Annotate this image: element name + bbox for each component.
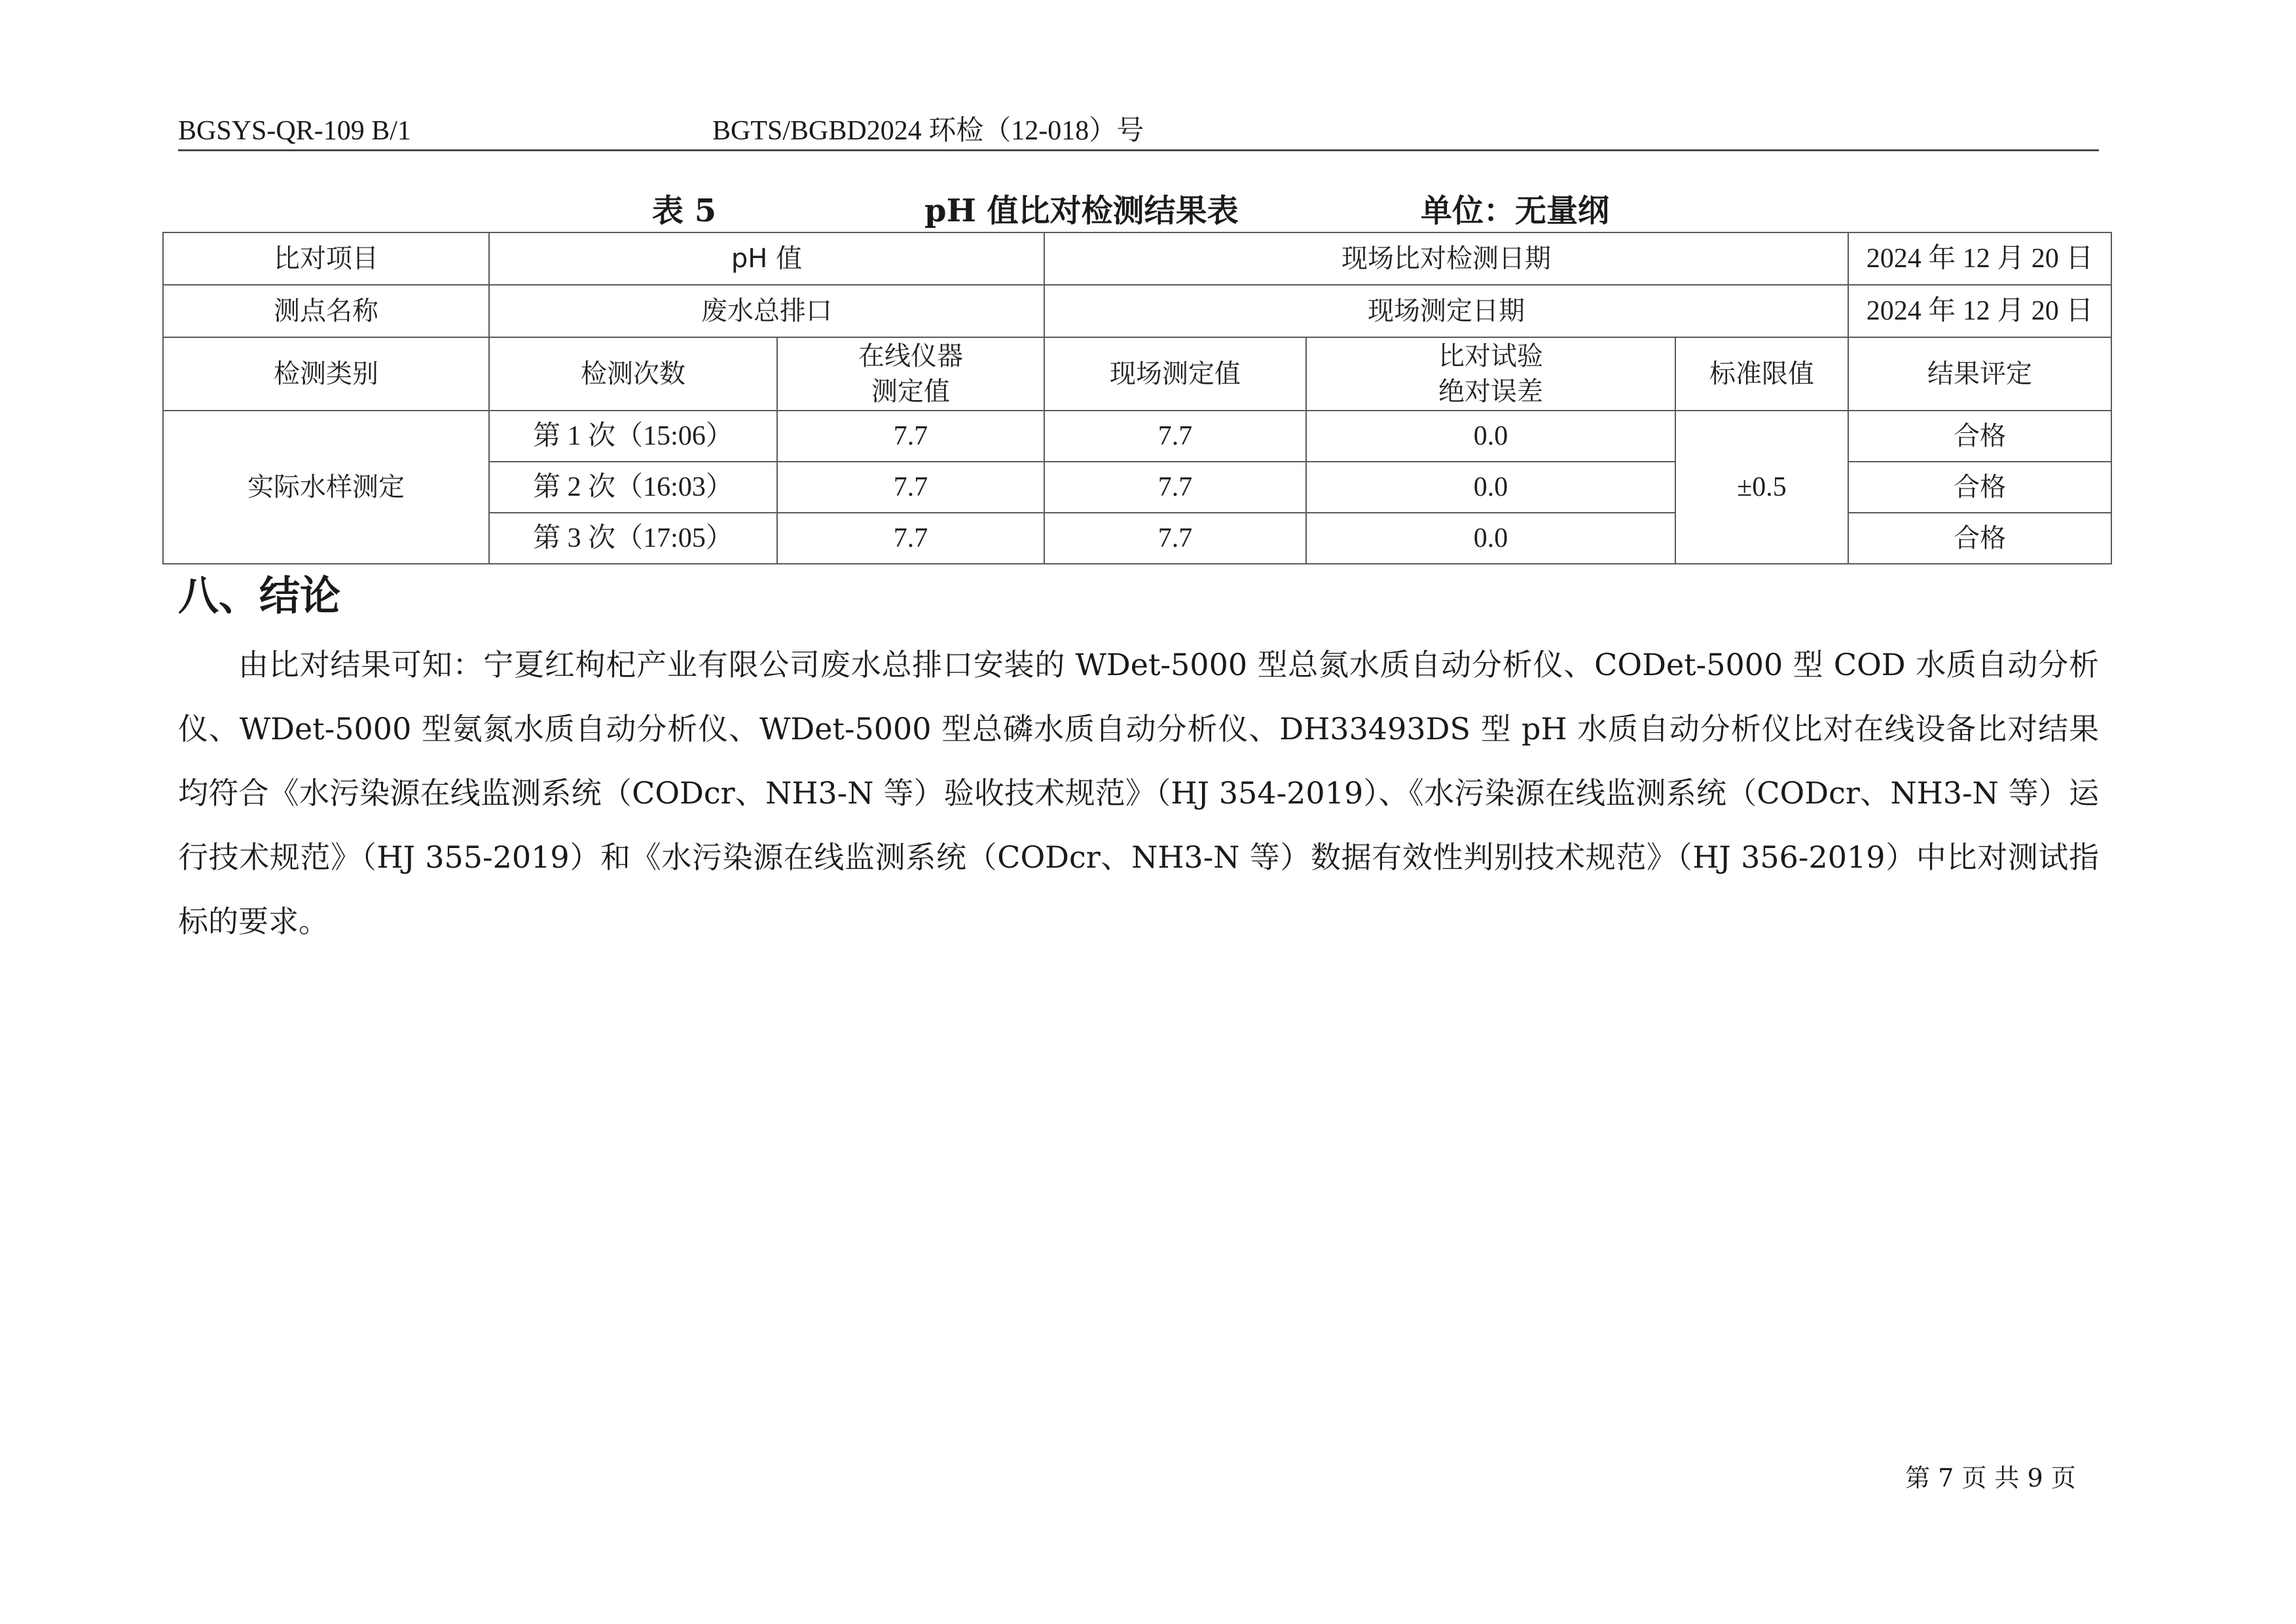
col-header-instrument-line2: 测定值 bbox=[871, 377, 950, 407]
table-header-row bbox=[163, 337, 2111, 411]
comparison-item-label: 比对项目 bbox=[163, 232, 489, 285]
site-date-value: 2024 年 12 月 20 日 bbox=[1848, 285, 2111, 337]
col-header-error bbox=[1306, 337, 1675, 411]
site-date-label: 现场测定日期 bbox=[1044, 285, 1848, 337]
col-header-field: 现场测定值 bbox=[1044, 337, 1306, 411]
table-row bbox=[163, 232, 2111, 285]
col-header-result: 结果评定 bbox=[1848, 337, 2111, 411]
table-number: 表 5 bbox=[652, 193, 717, 229]
field-value-cell: 7.7 bbox=[1044, 411, 1306, 462]
col-header-limit: 标准限值 bbox=[1675, 337, 1848, 411]
instrument-value-cell: 7.7 bbox=[777, 411, 1044, 462]
result-cell: 合格 bbox=[1848, 411, 2111, 462]
comparison-date-label: 现场比对检测日期 bbox=[1044, 232, 1848, 285]
page-number: 第 7 页 共 9 页 bbox=[1905, 1464, 2076, 1492]
section-heading: 八、结论 bbox=[178, 572, 341, 619]
field-value-cell: 7.7 bbox=[1044, 462, 1306, 513]
category-cell: 实际水样测定 bbox=[163, 411, 489, 564]
col-header-instrument-line1: 在线仪器 bbox=[858, 341, 963, 371]
ph-comparison-table bbox=[162, 232, 2112, 564]
col-header-error-line2: 绝对误差 bbox=[1438, 377, 1543, 407]
col-header-error-line1: 比对试验 bbox=[1438, 341, 1543, 371]
header-rule bbox=[178, 149, 2099, 151]
field-value-cell: 7.7 bbox=[1044, 513, 1306, 564]
result-cell: 合格 bbox=[1848, 462, 2111, 513]
col-header-category: 检测类别 bbox=[163, 337, 489, 411]
count-cell: 第 3 次（17:05） bbox=[489, 513, 777, 564]
error-value-cell: 0.0 bbox=[1306, 462, 1675, 513]
count-cell: 第 1 次（15:06） bbox=[489, 411, 777, 462]
result-cell: 合格 bbox=[1848, 513, 2111, 564]
error-value-cell: 0.0 bbox=[1306, 411, 1675, 462]
site-name-label: 测点名称 bbox=[163, 285, 489, 337]
limit-cell: ±0.5 bbox=[1675, 411, 1848, 564]
comparison-date-value: 2024 年 12 月 20 日 bbox=[1848, 232, 2111, 285]
conclusion-paragraph: 由比对结果可知：宁夏红枸杞产业有限公司废水总排口安装的 WDet-5000 型总氮水质自动分析仪、CODet-5000 型 COD 水质自动分析仪、WDet-5000 型氨氮水质自动分析仪、WDet-5000 型总磷水质自动分析仪、DH33493DS 型 pH 水质自动分析仪比对在线设备比对结果均符合《水污染源在线监测系统（CODcr、NH3-N 等）验收技术规范》（HJ 354-2019）、《水污染源在线监测系统（CODcr、NH3-N 等）运行技术规范》（HJ 355-2019）和《水污染源在线监测系统（CODcr、NH3-N 等）数据有效性判别技术规范》（HJ 356-2019）中比对测试指标的要求。 bbox=[178, 647, 2100, 939]
table-title: pH 值比对检测结果表 bbox=[924, 193, 1239, 229]
error-value-cell: 0.0 bbox=[1306, 513, 1675, 564]
table-row bbox=[163, 285, 2111, 337]
col-header-count: 检测次数 bbox=[489, 337, 777, 411]
document-code: BGSYS-QR-109 B/1 bbox=[178, 116, 411, 146]
col-header-instrument bbox=[777, 337, 1044, 411]
instrument-value-cell: 7.7 bbox=[777, 462, 1044, 513]
comparison-item-value: pH 值 bbox=[489, 232, 1044, 285]
table-unit: 单位：无量纲 bbox=[1421, 193, 1610, 229]
site-name-value: 废水总排口 bbox=[489, 285, 1044, 337]
table-row bbox=[163, 411, 2111, 462]
count-cell: 第 2 次（16:03） bbox=[489, 462, 777, 513]
report-number: BGTS/BGBD2024 环检（12-018）号 bbox=[712, 116, 1144, 146]
instrument-value-cell: 7.7 bbox=[777, 513, 1044, 564]
